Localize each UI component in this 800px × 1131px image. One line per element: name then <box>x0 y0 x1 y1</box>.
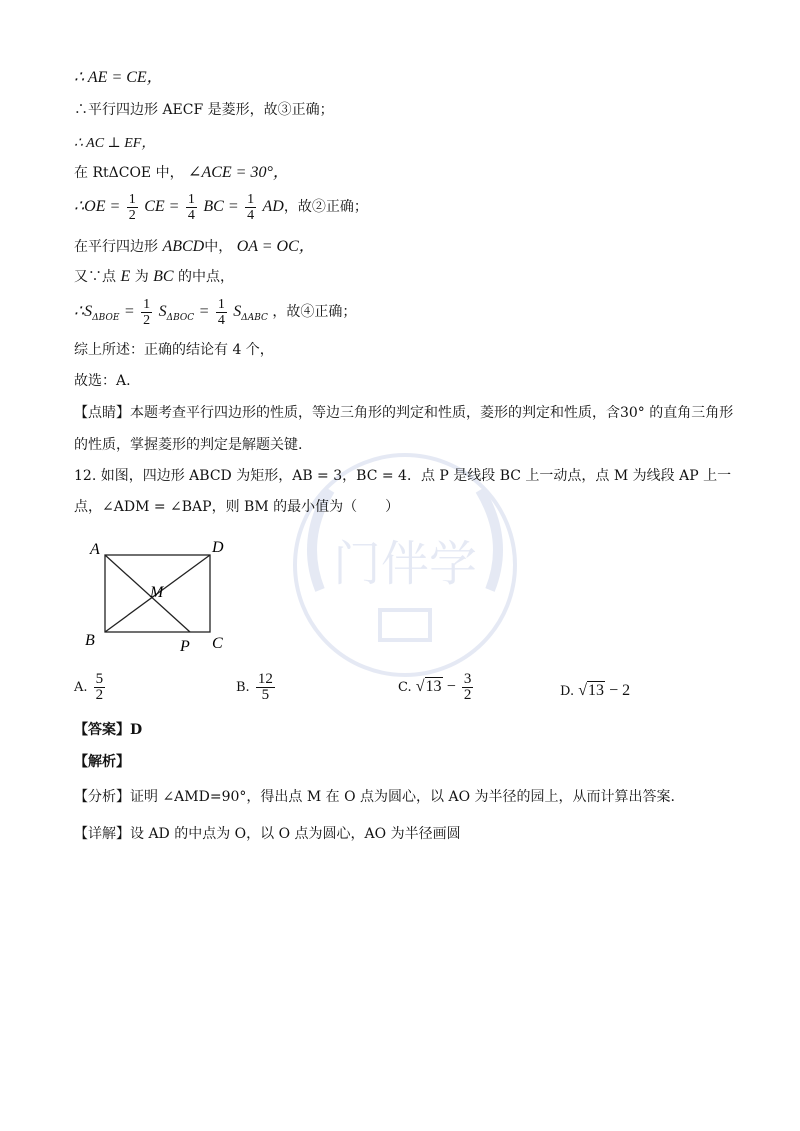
fraction-quarter: $\frac{1}{4}$ <box>187 191 195 223</box>
line-ae-ce: ∴ AE = CE， <box>74 69 163 86</box>
fraction-half: $\frac{1}{2}$ <box>143 296 151 328</box>
label-d: D <box>212 539 224 556</box>
watermark-text: 门伴学 <box>332 536 478 592</box>
rectangle-figure <box>80 535 240 655</box>
line-perpendicular: ∴ AC ⊥ EF， <box>74 136 156 151</box>
label-b: B <box>85 632 95 649</box>
line-oe: ∴OE = $\frac{1}{2}$ CE = $\frac{1}{4}$ BC = $\frac{1}{4}$ AD，故②正确； <box>74 191 368 223</box>
label-p: P <box>180 638 190 655</box>
analysis-label: 【解析】 <box>74 754 130 770</box>
line-area: $\therefore S_{\Delta BOE}$ = $\frac{1}{2}$ $S_{\Delta BOC}$ = $\frac{1}{4}$ $S_{\Delta ABC}$ ，故④正确； <box>74 296 357 328</box>
label-a: A <box>90 541 100 558</box>
option-d: D. √13 − 2 <box>560 682 631 699</box>
label-m: M <box>150 584 164 601</box>
line-summary: 综上所述：正确的结论有 4 个， <box>74 342 274 358</box>
question-12-line-1: 12. 如图，四边形 ABCD 为矩形，AB = 3，BC = 4．点 P 是线段 BC 上一动点，点 M 为线段 AP 上一 <box>74 468 732 484</box>
option-b: B. $\frac{12}{5}$ <box>236 671 273 703</box>
line-comment-1: 【点睛】本题考查平行四边形的性质，等边三角形的判定和性质，菱形的判定和性质，含30° 的直角三角形 <box>74 405 734 421</box>
line-midpoint: 又∵点 E 为 BC 的中点， <box>74 268 235 285</box>
line-rt-triangle: 在 RtΔCOE 中， ∠ACE = 30°， <box>74 164 289 181</box>
fraction-quarter: $\frac{1}{4}$ <box>217 296 225 328</box>
detail-text: 【详解】设 AD 的中点为 O，以 O 点为圆心，AO 为半径画圆 <box>74 826 461 842</box>
option-a: A. $\frac{5}{2}$ <box>74 671 104 703</box>
line-comment-2: 的性质，掌握菱形的判定是解题关键. <box>74 437 303 453</box>
label-c: C <box>212 635 223 652</box>
line-choice: 故选：A. <box>74 373 131 389</box>
analysis-text: 【分析】证明 ∠AMD=90°，得出点 M 在 O 点为圆心，以 AO 为半径的园上，从而计算出答案. <box>74 789 675 805</box>
line-parallelogram: 在平行四边形 ABCD中， OA = OC， <box>74 238 315 255</box>
fraction-quarter: $\frac{1}{4}$ <box>247 191 255 223</box>
answer-label: 【答案】D <box>74 722 143 738</box>
question-12-line-2: 点，∠ADM = ∠BAP，则 BM 的最小值为（ ） <box>74 499 400 515</box>
line-rhombus: ∴平行四边形 AECF 是菱形，故③正确； <box>74 102 334 118</box>
option-c: C. √13 − $\frac{3}{2}$ <box>398 671 472 703</box>
fraction-half: $\frac{1}{2}$ <box>128 191 136 223</box>
